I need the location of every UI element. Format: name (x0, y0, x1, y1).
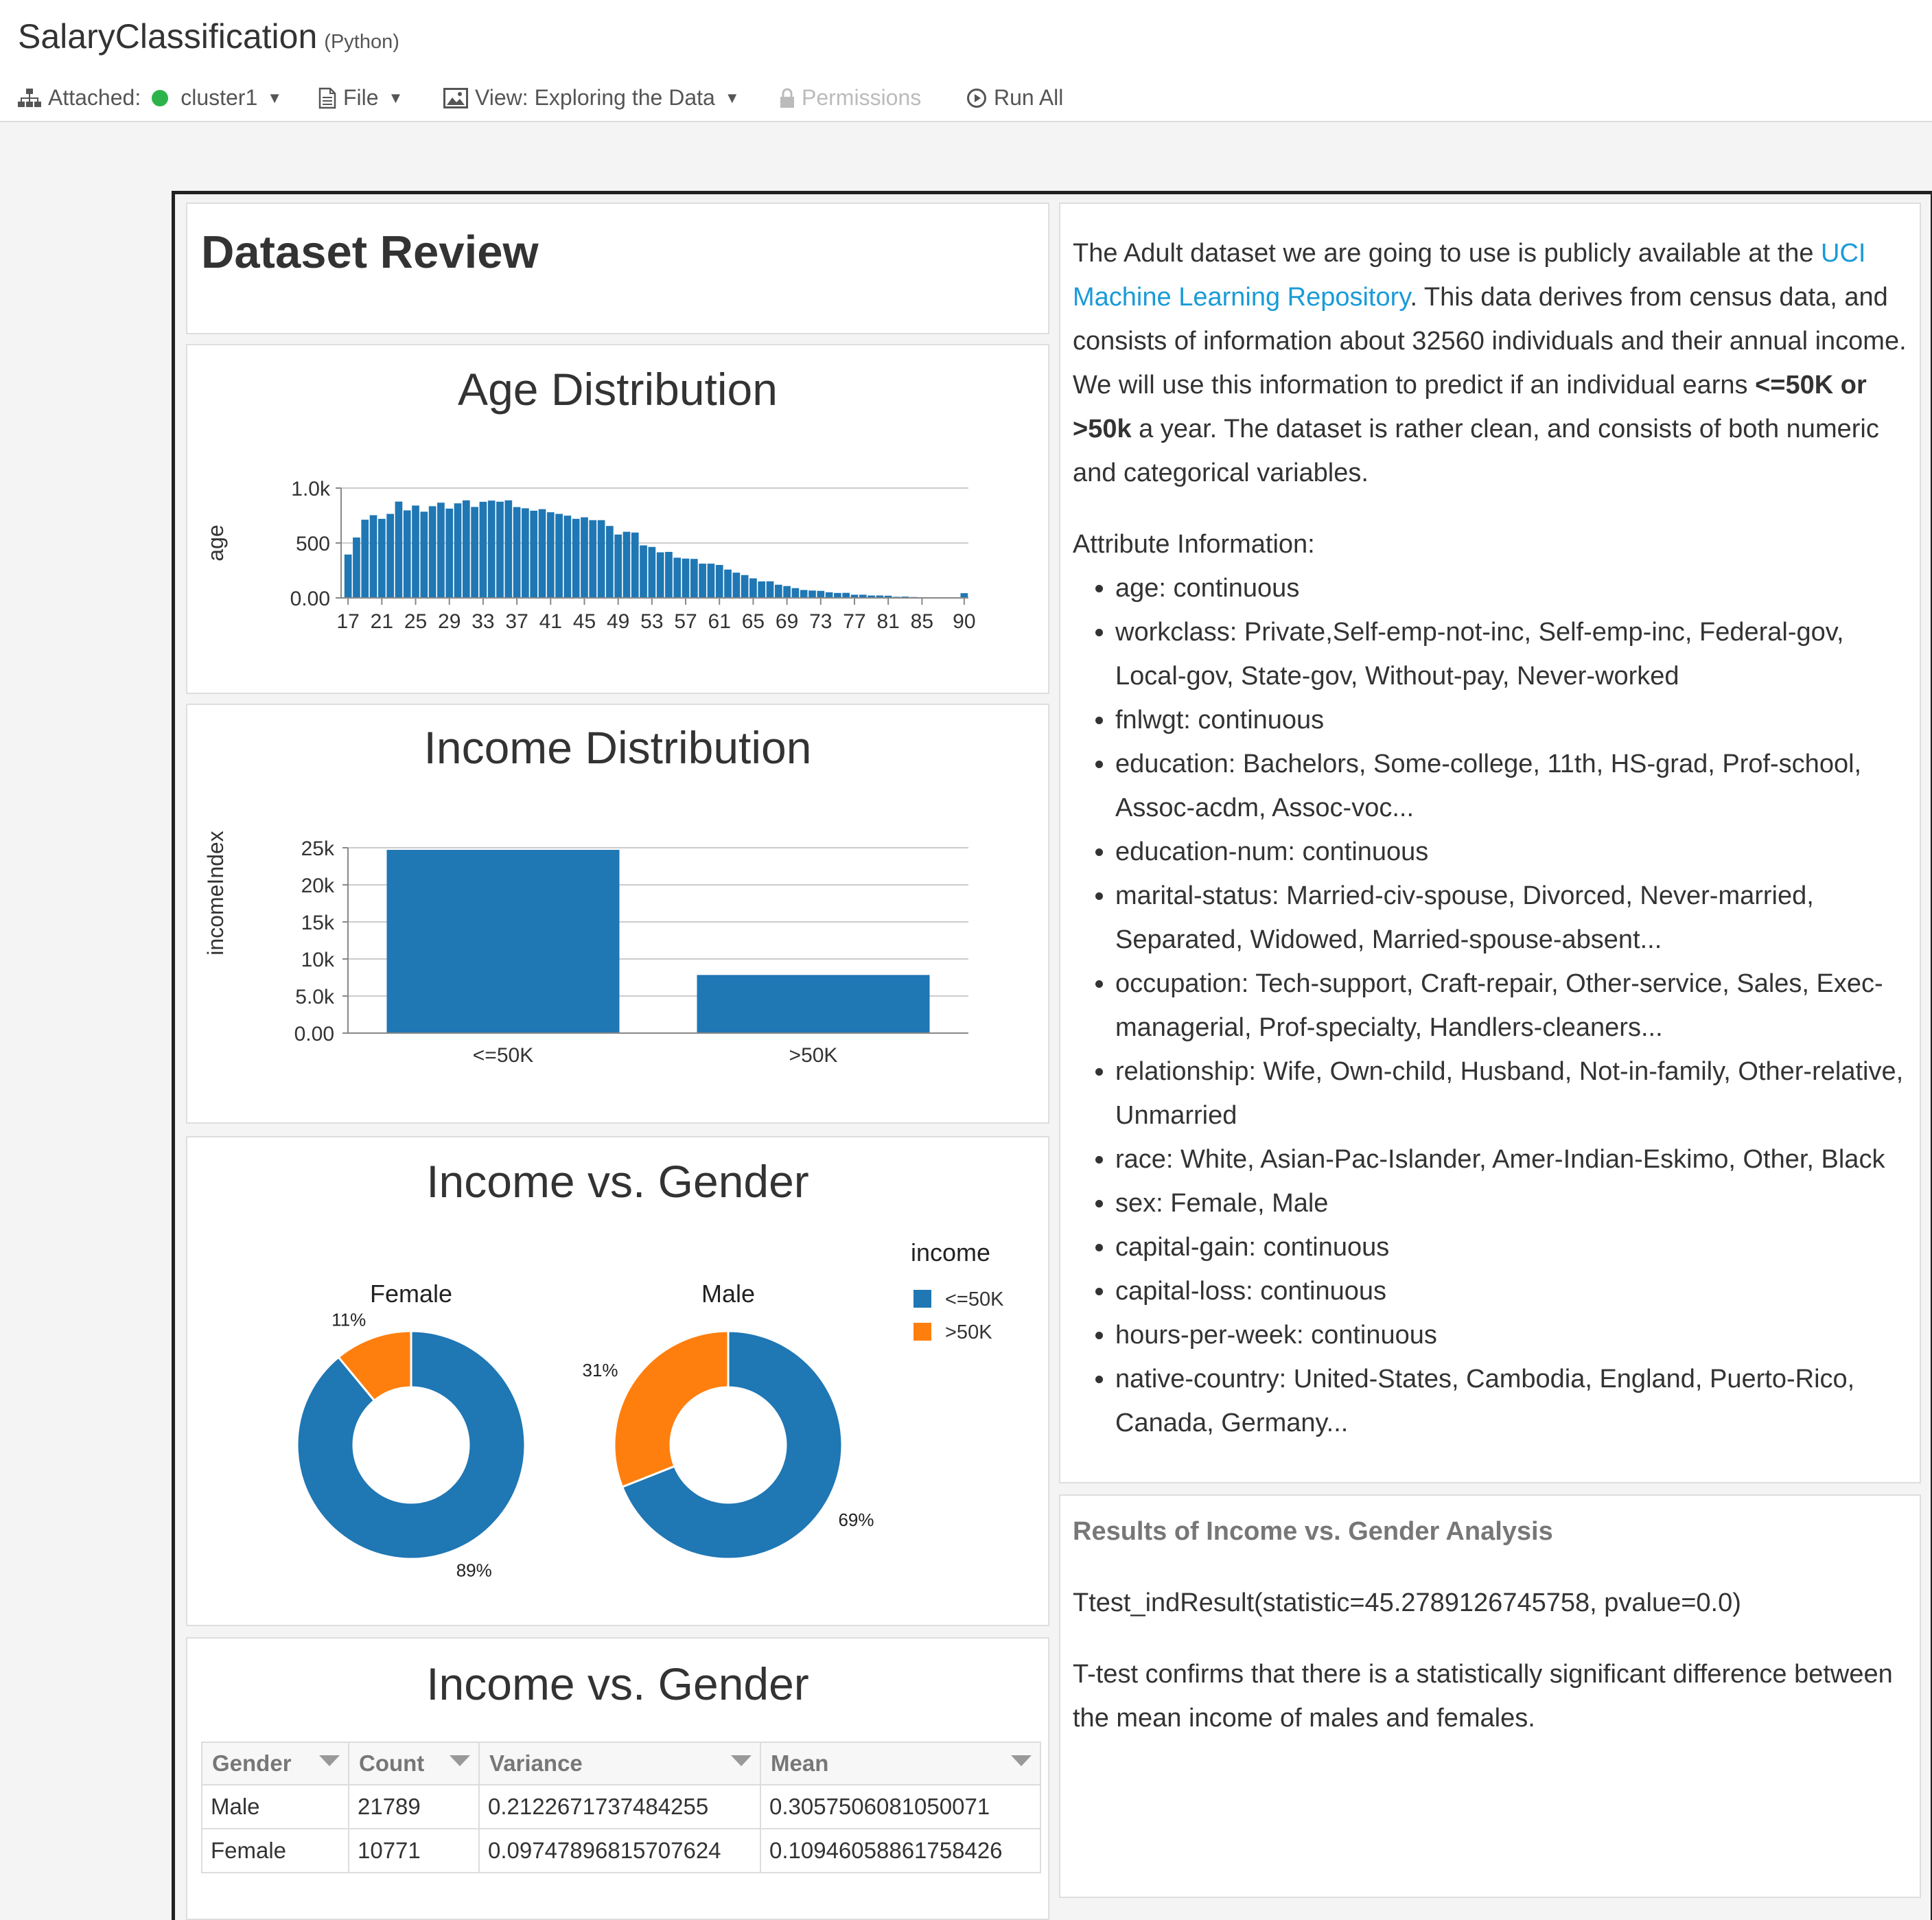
document-icon (318, 87, 336, 109)
x-tick-label: 41 (539, 610, 562, 633)
income-gender-pie-chart (187, 1137, 1048, 1625)
list-item: • sex: Female, Male (1115, 1181, 1907, 1225)
bar (716, 565, 723, 598)
list-item: • education-num: continuous (1115, 830, 1907, 874)
bar (378, 519, 386, 598)
bar (429, 506, 437, 598)
bar (555, 514, 563, 598)
bar (690, 559, 698, 598)
bar (454, 503, 462, 598)
bar (657, 553, 664, 598)
bar (708, 564, 715, 598)
gender-chart-title: Income vs. Gender (187, 1155, 1048, 1207)
dashboard-heading: Dataset Review (201, 226, 539, 279)
chevron-down-icon: ▼ (267, 89, 282, 107)
permissions-label: Permissions (802, 85, 921, 111)
x-tick-label: 33 (472, 610, 494, 633)
table-cell: 0.10946058861758426 (760, 1829, 1040, 1873)
bar (513, 507, 521, 598)
bar (480, 502, 487, 598)
pie-slice (614, 1331, 728, 1487)
bar (598, 520, 605, 598)
bar (623, 532, 631, 598)
attached-label: Attached: (48, 85, 141, 111)
run-all-label: Run All (994, 85, 1063, 111)
bar (504, 500, 512, 598)
legend-title: income (911, 1238, 990, 1266)
bar (808, 590, 816, 598)
bar (775, 585, 782, 598)
dataset-intro (1073, 231, 1907, 495)
table-cell: 21789 (349, 1785, 479, 1829)
sitemap-icon (18, 88, 41, 108)
bar (741, 575, 749, 598)
bar (640, 546, 647, 598)
x-tick-label: 37 (505, 610, 528, 633)
bar (471, 507, 478, 598)
heading-panel[interactable] (186, 203, 1049, 334)
bar (437, 502, 445, 598)
bar (386, 514, 394, 598)
bar (606, 526, 614, 598)
bar (792, 588, 800, 598)
table-cell: 10771 (349, 1829, 479, 1873)
bar (395, 502, 403, 598)
picture-icon (443, 88, 468, 108)
bar (564, 516, 572, 598)
list-item: • workclass: Private,Self-emp-not-inc, Self-emp-inc, Federal-gov, Local-gov, State-gov, Without-pay, Never-worked (1115, 610, 1907, 698)
income-chart-title: Income Distribution (187, 721, 1048, 774)
intro-text: The Adult dataset we are going to use is publicly available at the (1073, 239, 1821, 268)
cluster-status-dot (152, 90, 168, 106)
table-cell: 0.3057506081050071 (760, 1785, 1040, 1829)
bar (370, 516, 377, 598)
notebook-header (0, 0, 1932, 122)
x-tick-label: 17 (336, 610, 359, 633)
bar (682, 559, 690, 598)
income-gender-pie-panel[interactable] (186, 1136, 1049, 1626)
bar (631, 533, 639, 598)
legend-label: >50K (945, 1321, 992, 1343)
bar (673, 557, 681, 598)
income-distribution-panel[interactable] (186, 704, 1049, 1124)
bar (834, 593, 841, 598)
bar (496, 502, 504, 598)
x-tick-label: 69 (776, 610, 798, 633)
y-tick-label: 20k (301, 875, 335, 897)
list-item: • age: continuous (1115, 566, 1907, 610)
table-header-row (202, 1742, 1040, 1785)
attribute-list (1073, 566, 1907, 1445)
bar (547, 512, 555, 598)
bar (665, 552, 673, 598)
intro-bold-text: <=50K or >50k (1073, 371, 1867, 443)
attribute-heading: Attribute Information: (1073, 522, 1907, 566)
y-tick-label: 0.00 (290, 588, 330, 610)
bar (767, 581, 774, 598)
play-circle-icon (966, 88, 987, 108)
bar (724, 570, 732, 598)
x-tick-label: >50K (789, 1044, 838, 1067)
column-header-label: Mean (771, 1750, 828, 1776)
column-header-variance[interactable] (479, 1742, 760, 1785)
y-tick-label: 10k (301, 949, 335, 971)
bar (783, 586, 791, 598)
bar (412, 505, 419, 598)
results-heading: Results of Income vs. Gender Analysis (1073, 1510, 1907, 1553)
bar (420, 511, 428, 598)
slice-label: 69% (838, 1510, 874, 1530)
x-tick-label: 57 (674, 610, 697, 633)
bar (572, 519, 580, 598)
bar (387, 850, 620, 1033)
cluster-attach-menu[interactable] (18, 85, 282, 111)
file-menu-label: File (343, 85, 379, 111)
table-cell: 0.09747896815707624 (479, 1829, 760, 1873)
column-header-mean[interactable] (760, 1742, 1040, 1785)
notebook-name: SalaryClassification (18, 17, 317, 56)
bar (800, 590, 808, 598)
income-gender-table (201, 1742, 1041, 1873)
list-item: • relationship: Wife, Own-child, Husband, Not-in-family, Other-relative, Unmarried (1115, 1050, 1907, 1137)
table-row (202, 1829, 1040, 1873)
list-item: • marital-status: Married-civ-spouse, Divorced, Never-married, Separated, Widowed, Married-spouse-absent... (1115, 874, 1907, 962)
income-distribution-chart (187, 705, 1048, 1122)
table-cell: 0.2122671737484255 (479, 1785, 760, 1829)
x-tick-label: 53 (640, 610, 663, 633)
dataset-description-panel[interactable] (1059, 203, 1921, 1483)
column-header-gender[interactable] (202, 1742, 349, 1785)
permissions-button[interactable] (780, 85, 921, 111)
bar (749, 579, 757, 598)
chevron-down-icon: ▼ (388, 89, 404, 107)
intro-text: a year. The dataset is rather clean, and consists of both numeric and categorical variables. (1073, 415, 1879, 487)
legend-label: <=50K (945, 1288, 1004, 1310)
x-tick-label: 29 (438, 610, 461, 633)
y-tick-label: 15k (301, 912, 335, 934)
view-menu[interactable] (443, 85, 740, 111)
bar (539, 509, 546, 598)
bar (649, 547, 656, 598)
y-tick-label: 500 (296, 533, 330, 555)
x-tick-label: 81 (876, 610, 899, 633)
age-chart-title: Age Distribution (187, 363, 1048, 415)
slice-label: 31% (582, 1360, 618, 1380)
view-menu-label: View: Exploring the Data (475, 85, 715, 111)
bar (961, 593, 968, 598)
sort-down-icon[interactable] (450, 1755, 470, 1766)
list-item: • capital-loss: continuous (1115, 1269, 1907, 1313)
column-header-label: Gender (212, 1750, 292, 1776)
bar (345, 555, 352, 598)
dashboard-frame (172, 191, 1932, 1920)
chevron-down-icon: ▼ (725, 89, 740, 107)
sort-down-icon[interactable] (731, 1755, 752, 1766)
bar (614, 535, 622, 598)
bar (522, 508, 529, 598)
run-all-button[interactable] (966, 85, 1063, 111)
notebook-language: (Python) (324, 31, 399, 53)
list-item: • native-country: United-States, Cambodia, England, Puerto-Rico, Canada, Germany... (1115, 1357, 1907, 1445)
legend-swatch (913, 1323, 931, 1341)
bar (817, 591, 824, 598)
list-item: • race: White, Asian-Pac-Islander, Amer-Indian-Eskimo, Other, Black (1115, 1137, 1907, 1181)
x-tick-label: 21 (371, 610, 393, 633)
y-tick-label: 1.0k (291, 478, 331, 500)
x-tick-label: 90 (953, 610, 975, 633)
list-item: • capital-gain: continuous (1115, 1225, 1907, 1269)
pie-name: Female (370, 1280, 452, 1308)
bar (530, 511, 537, 598)
sort-down-icon[interactable] (1011, 1755, 1032, 1766)
x-tick-label: <=50K (473, 1044, 533, 1067)
x-tick-label: 73 (809, 610, 832, 633)
pie-name: Male (701, 1280, 755, 1308)
list-item: • hours-per-week: continuous (1115, 1313, 1907, 1357)
sort-down-icon[interactable] (319, 1755, 340, 1766)
lock-icon (780, 88, 795, 108)
x-tick-label: 85 (911, 610, 933, 633)
table-cell: Female (202, 1829, 349, 1873)
column-header-label: Count (359, 1750, 424, 1776)
bar (488, 500, 496, 598)
list-item: • education: Bachelors, Some-college, 11th, HS-grad, Prof-school, Assoc-acdm, Assoc-voc... (1115, 742, 1907, 830)
bar (842, 593, 850, 598)
x-tick-label: 45 (573, 610, 596, 633)
y-tick-label: 5.0k (295, 986, 335, 1008)
list-item: • occupation: Tech-support, Craft-repair, Other-service, Sales, Exec-managerial, Prof-specialty, Handlers-cleaners... (1115, 962, 1907, 1050)
y-tick-label: 25k (301, 837, 335, 860)
bar (758, 581, 765, 598)
x-tick-label: 25 (404, 610, 427, 633)
uci-repository-link[interactable]: UCI Machine Learning Repository (1073, 239, 1865, 312)
y-tick-label: 0.00 (294, 1023, 334, 1045)
bar (463, 500, 470, 598)
y-axis-label: age (203, 524, 228, 561)
table-cell: Male (202, 1785, 349, 1829)
column-header-label: Variance (489, 1750, 583, 1776)
table-title: Income vs. Gender (187, 1658, 1048, 1710)
file-menu[interactable] (318, 85, 403, 111)
table-row (202, 1785, 1040, 1829)
slice-label: 11% (331, 1309, 366, 1330)
bar (353, 537, 360, 598)
bar (732, 572, 740, 598)
column-header-count[interactable] (349, 1742, 479, 1785)
age-distribution-chart (187, 345, 1048, 693)
age-distribution-panel[interactable] (186, 344, 1049, 694)
income-gender-table-panel[interactable] (186, 1637, 1049, 1920)
x-tick-label: 49 (607, 610, 629, 633)
ttest-result: Ttest_indResult(statistic=45.2789126745758, pvalue=0.0) (1073, 1581, 1907, 1625)
results-conclusion: T-test confirms that there is a statistically significant difference between the mean income of males and females. (1073, 1652, 1907, 1740)
notebook-title (18, 16, 399, 56)
bar (404, 510, 411, 598)
slice-label: 89% (456, 1560, 492, 1581)
bar (699, 564, 706, 598)
results-panel[interactable] (1059, 1494, 1921, 1898)
bar (826, 592, 833, 598)
y-axis-label: incomeIndex (203, 831, 228, 955)
bar (581, 518, 588, 598)
legend-swatch (913, 1290, 931, 1308)
x-tick-label: 77 (843, 610, 865, 633)
bar (361, 520, 369, 598)
x-tick-label: 61 (708, 610, 731, 633)
x-tick-label: 65 (742, 610, 765, 633)
list-item: • fnlwgt: continuous (1115, 698, 1907, 742)
bar (697, 975, 930, 1033)
intro-text: . This data derives from census data, and consists of information about 32560 individuals and their annual income. We will use this information to predict if an individual earns (1073, 283, 1907, 400)
cluster-name[interactable]: cluster1 (181, 85, 257, 111)
bar (589, 520, 596, 598)
bar (445, 509, 453, 598)
